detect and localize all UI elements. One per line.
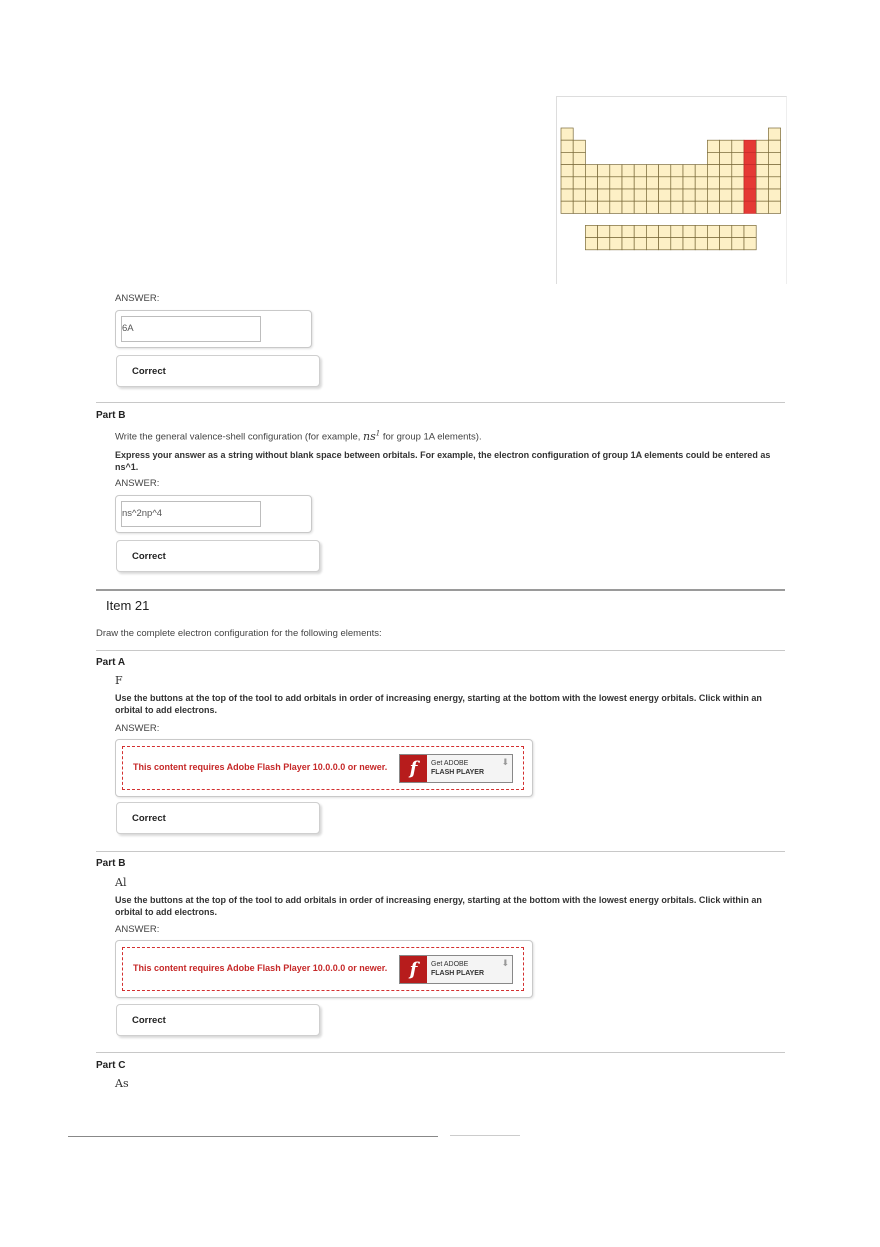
periodic-cell-f-block <box>598 225 610 237</box>
get-flash-button[interactable] <box>399 955 513 984</box>
answer-box <box>115 495 312 533</box>
correct-label: Correct <box>132 366 166 377</box>
periodic-cell <box>622 177 634 189</box>
periodic-cell <box>683 189 695 201</box>
flash-badge-line1: Get ADOBE <box>431 961 469 968</box>
flash-message: This content requires Adobe Flash Player 10.0.0.0 or newer. <box>133 963 388 973</box>
periodic-cell <box>573 140 585 152</box>
periodic-table-figure <box>556 96 787 284</box>
periodic-cell <box>561 140 573 152</box>
item-title: Item 21 <box>106 598 150 613</box>
periodic-cell-f-block <box>695 225 707 237</box>
periodic-cell <box>634 189 646 201</box>
part-title: Part C <box>96 1060 126 1071</box>
periodic-cell-highlighted <box>744 165 756 177</box>
periodic-cell <box>659 165 671 177</box>
periodic-cell <box>756 189 768 201</box>
periodic-cell <box>707 177 719 189</box>
periodic-cell <box>671 177 683 189</box>
flash-message: This content requires Adobe Flash Player 10.0.0.0 or newer. <box>133 762 388 772</box>
periodic-cell <box>707 165 719 177</box>
answer-input[interactable]: 6A <box>121 316 261 342</box>
periodic-cell <box>768 201 780 213</box>
flash-logo-icon: f <box>400 755 427 782</box>
periodic-cell <box>646 165 658 177</box>
periodic-cell <box>659 189 671 201</box>
instruction-text: Use the buttons at the top of the tool to add orbitals in order of increasing energy, starting at the bottom with the lowest energy orbitals. Click within an orbital to add electrons. <box>115 895 762 917</box>
periodic-cell-f-block <box>610 225 622 237</box>
periodic-cell <box>707 201 719 213</box>
periodic-cell <box>598 189 610 201</box>
periodic-cell <box>598 165 610 177</box>
periodic-cell <box>695 177 707 189</box>
periodic-cell <box>695 201 707 213</box>
answer-label: ANSWER: <box>115 924 160 935</box>
flash-badge-line1: Get ADOBE <box>431 760 469 767</box>
periodic-cell <box>622 165 634 177</box>
download-arrow-icon: ⬇ <box>501 958 509 968</box>
periodic-cell <box>768 128 780 140</box>
periodic-cell-f-block <box>671 225 683 237</box>
periodic-cell-f-block <box>683 238 695 250</box>
periodic-cell <box>585 165 597 177</box>
answer-box <box>115 310 312 348</box>
periodic-cell <box>610 165 622 177</box>
periodic-cell <box>598 201 610 213</box>
periodic-cell-highlighted <box>744 140 756 152</box>
periodic-cell <box>622 189 634 201</box>
periodic-cell-f-block <box>671 238 683 250</box>
periodic-cell <box>585 189 597 201</box>
math-ns-sup: 1 <box>375 429 381 437</box>
answer-label: ANSWER: <box>115 293 160 304</box>
correct-feedback <box>116 1004 320 1036</box>
periodic-cell <box>622 201 634 213</box>
periodic-cell-highlighted <box>744 189 756 201</box>
periodic-cell-f-block <box>585 225 597 237</box>
periodic-cell <box>768 189 780 201</box>
instruction-text: Use the buttons at the top of the tool to add orbitals in order of increasing energy, starting at the bottom with the lowest energy orbitals. Click within an orbital to add electrons. <box>115 693 762 715</box>
periodic-cell <box>695 189 707 201</box>
question-post: for group 1A elements). <box>380 431 482 443</box>
periodic-cell <box>634 165 646 177</box>
correct-label: Correct <box>132 813 166 824</box>
periodic-cell <box>659 177 671 189</box>
periodic-cell <box>610 177 622 189</box>
element-symbol: F <box>115 674 123 687</box>
flash-badge-text <box>427 755 484 782</box>
periodic-cell <box>659 201 671 213</box>
periodic-cell-f-block <box>659 238 671 250</box>
periodic-cell <box>561 152 573 164</box>
correct-feedback <box>116 802 320 834</box>
periodic-cell-f-block <box>707 225 719 237</box>
periodic-cell-f-block <box>707 238 719 250</box>
periodic-cell <box>768 177 780 189</box>
periodic-cell <box>732 201 744 213</box>
periodic-cell <box>756 152 768 164</box>
periodic-cell <box>646 177 658 189</box>
answer-label: ANSWER: <box>115 723 160 734</box>
correct-label: Correct <box>132 1015 166 1026</box>
flash-placeholder <box>122 746 524 790</box>
periodic-cell <box>610 201 622 213</box>
periodic-cell <box>561 201 573 213</box>
download-arrow-icon: ⬇ <box>501 757 509 767</box>
periodic-cell-f-block <box>744 238 756 250</box>
question-text <box>115 429 482 443</box>
periodic-cell <box>561 189 573 201</box>
correct-feedback <box>116 355 320 387</box>
periodic-cell <box>756 201 768 213</box>
periodic-cell <box>768 165 780 177</box>
periodic-cell <box>561 165 573 177</box>
periodic-cell <box>573 201 585 213</box>
periodic-cell <box>732 189 744 201</box>
periodic-table-svg <box>557 97 786 284</box>
periodic-cell-f-block <box>634 225 646 237</box>
divider <box>96 1052 785 1053</box>
periodic-cell <box>756 140 768 152</box>
periodic-cell <box>683 201 695 213</box>
flash-placeholder <box>122 947 524 991</box>
periodic-cell <box>634 177 646 189</box>
math-ns-base: ns <box>363 429 376 443</box>
correct-label: Correct <box>132 551 166 562</box>
periodic-cell-f-block <box>720 238 732 250</box>
periodic-cell-f-block <box>720 225 732 237</box>
part-title: Part A <box>96 657 126 668</box>
math-ns <box>363 430 380 443</box>
periodic-cell <box>561 177 573 189</box>
get-flash-button[interactable] <box>399 754 513 783</box>
periodic-cell <box>671 201 683 213</box>
periodic-cell <box>707 189 719 201</box>
periodic-cell <box>671 189 683 201</box>
periodic-cell-f-block <box>646 238 658 250</box>
periodic-cell-f-block <box>622 238 634 250</box>
periodic-cell <box>707 152 719 164</box>
periodic-cell <box>768 140 780 152</box>
correct-feedback <box>116 540 320 572</box>
periodic-cell-f-block <box>585 238 597 250</box>
periodic-cell <box>720 201 732 213</box>
instruction-text: Express your answer as a string without blank space between orbitals. For example, the electron configuration of group 1A elements could be entered as ns^1. <box>115 450 771 472</box>
periodic-cell-f-block <box>622 225 634 237</box>
element-symbol: As <box>115 1077 129 1090</box>
flash-tool <box>115 739 533 797</box>
periodic-cell-f-block <box>598 238 610 250</box>
answer-input[interactable]: ns^2np^4 <box>121 501 261 527</box>
periodic-cell <box>561 128 573 140</box>
periodic-cell <box>720 140 732 152</box>
periodic-cell <box>732 177 744 189</box>
periodic-cell <box>646 189 658 201</box>
periodic-cell-f-block <box>610 238 622 250</box>
footer-rule <box>68 1136 438 1137</box>
divider <box>96 650 785 651</box>
periodic-cell-f-block <box>634 238 646 250</box>
periodic-cell <box>634 201 646 213</box>
periodic-cell-highlighted <box>744 152 756 164</box>
periodic-cell <box>573 189 585 201</box>
element-symbol: Al <box>115 876 127 889</box>
periodic-cell <box>756 177 768 189</box>
periodic-cell <box>756 165 768 177</box>
periodic-cell <box>695 165 707 177</box>
periodic-cell <box>573 165 585 177</box>
periodic-cell-f-block <box>659 225 671 237</box>
periodic-cell <box>585 177 597 189</box>
periodic-cell <box>683 165 695 177</box>
flash-tool <box>115 940 533 998</box>
flash-badge-line2: FLASH PLAYER <box>431 970 485 977</box>
periodic-cell-f-block <box>695 238 707 250</box>
periodic-cell <box>720 177 732 189</box>
periodic-cell <box>732 140 744 152</box>
flash-logo-icon: f <box>400 956 427 983</box>
periodic-cell <box>707 140 719 152</box>
periodic-cell <box>585 201 597 213</box>
periodic-cell <box>671 165 683 177</box>
periodic-cell <box>573 152 585 164</box>
periodic-cell-f-block <box>646 225 658 237</box>
periodic-cell <box>646 201 658 213</box>
periodic-cell <box>573 177 585 189</box>
periodic-cell <box>720 189 732 201</box>
divider <box>96 851 785 852</box>
flash-badge-line2: FLASH PLAYER <box>431 769 485 776</box>
periodic-cell <box>610 189 622 201</box>
periodic-cell-f-block <box>732 225 744 237</box>
question-pre: Write the general valence-shell configuration (for example, <box>115 431 364 443</box>
periodic-cell-highlighted <box>744 177 756 189</box>
item-divider <box>96 589 785 591</box>
periodic-cell <box>598 177 610 189</box>
answer-label: ANSWER: <box>115 478 160 489</box>
periodic-cell-highlighted <box>744 201 756 213</box>
divider <box>96 402 785 403</box>
part-title: Part B <box>96 410 126 421</box>
periodic-cell <box>732 165 744 177</box>
periodic-cell <box>732 152 744 164</box>
periodic-cell <box>720 152 732 164</box>
periodic-cell-f-block <box>683 225 695 237</box>
part-title: Part B <box>96 858 126 869</box>
periodic-cell <box>768 152 780 164</box>
periodic-cell-f-block <box>744 225 756 237</box>
flash-badge-text <box>427 956 484 983</box>
item-prompt: Draw the complete electron configuration for the following elements: <box>96 628 382 639</box>
periodic-cell <box>683 177 695 189</box>
periodic-cell <box>720 165 732 177</box>
periodic-cell-f-block <box>732 238 744 250</box>
footer-mark <box>450 1135 520 1136</box>
